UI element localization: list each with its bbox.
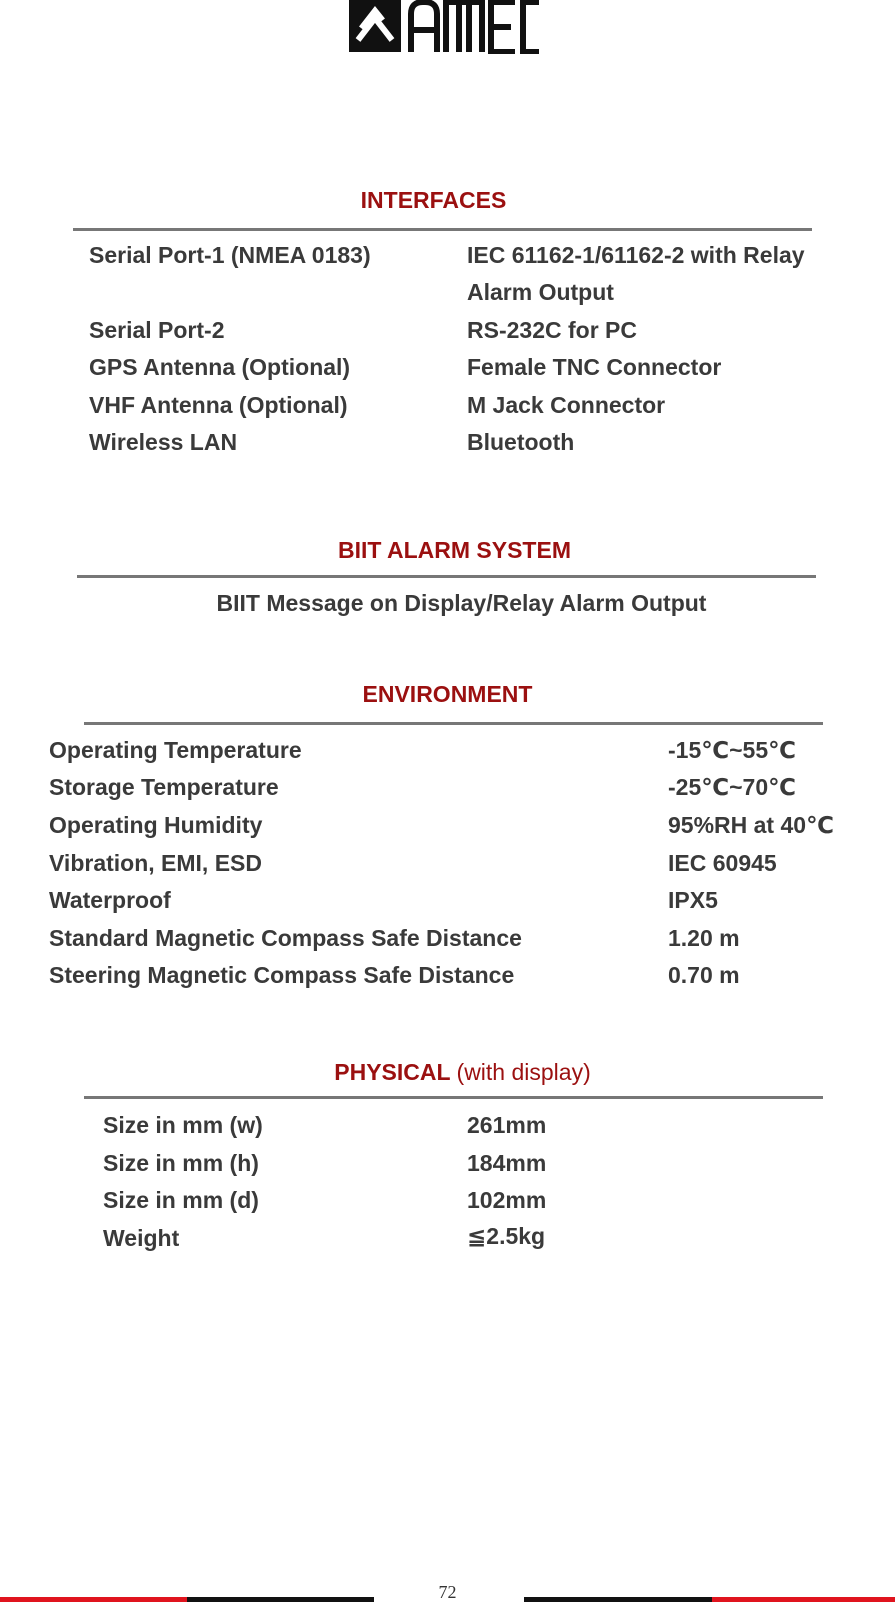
environment-value: IPX5 [668, 887, 718, 913]
footer-bar-red [712, 1597, 895, 1602]
biit-title: BIIT ALARM SYSTEM [338, 537, 571, 563]
interfaces-label: Wireless LAN [89, 429, 238, 455]
environment-value: 0.70 m [668, 962, 740, 988]
environment-value: 1.20 m [668, 925, 740, 951]
environment-label: Vibration, EMI, ESD [49, 850, 262, 876]
environment-label: Operating Humidity [49, 812, 263, 838]
physical-value: 184mm [467, 1150, 547, 1176]
physical-title-main: PHYSICAL [334, 1059, 451, 1085]
amec-logo [349, 0, 539, 54]
interfaces-divider [73, 228, 812, 231]
physical-title [15, 1058, 895, 1086]
environment-label: Steering Magnetic Compass Safe Distance [49, 962, 515, 988]
environment-label: Operating Temperature [49, 737, 302, 763]
interfaces-label: Serial Port-2 [89, 317, 225, 343]
physical-label: Size in mm (h) [103, 1150, 259, 1176]
interfaces-value: M Jack Connector [467, 392, 666, 418]
biit-divider [77, 575, 816, 578]
physical-value: 102mm [467, 1187, 547, 1213]
biit-message: BIIT Message on Display/Relay Alarm Output [216, 590, 707, 616]
interfaces-value: IEC 61162-1/61162-2 with Relay [467, 242, 805, 268]
physical-divider [84, 1096, 823, 1099]
environment-value: 95%RH at 40℃ [668, 812, 834, 838]
physical-label: Weight [103, 1225, 180, 1251]
footer-bar-black [524, 1597, 712, 1602]
interfaces-value: RS-232C for PC [467, 317, 637, 343]
environment-label: Standard Magnetic Compass Safe Distance [49, 925, 522, 951]
interfaces-title: INTERFACES [360, 187, 507, 213]
page-number: 72 [438, 1582, 457, 1602]
interfaces-label: VHF Antenna (Optional) [89, 392, 348, 418]
footer-bar-black [187, 1597, 374, 1602]
environment-label: Waterproof [49, 887, 171, 913]
interfaces-value: Bluetooth [467, 429, 575, 455]
physical-label: Size in mm (w) [103, 1112, 263, 1138]
environment-divider [84, 722, 823, 725]
physical-label: Size in mm (d) [103, 1187, 259, 1213]
interfaces-label: Serial Port-1 (NMEA 0183) [89, 242, 371, 268]
physical-subtitle: (with display) [456, 1059, 591, 1085]
environment-value: -25℃~70℃ [668, 774, 796, 800]
physical-value: 261mm [467, 1112, 547, 1138]
interfaces-label: GPS Antenna (Optional) [89, 354, 351, 380]
environment-label: Storage Temperature [49, 774, 279, 800]
environment-title: ENVIRONMENT [362, 681, 533, 707]
interfaces-value: Alarm Output [467, 279, 614, 305]
physical-value: ≦2.5kg [467, 1223, 546, 1249]
environment-value: -15℃~55℃ [668, 737, 796, 763]
environment-value: IEC 60945 [668, 850, 777, 876]
interfaces-value: Female TNC Connector [467, 354, 722, 380]
footer-bar-red [0, 1597, 187, 1602]
